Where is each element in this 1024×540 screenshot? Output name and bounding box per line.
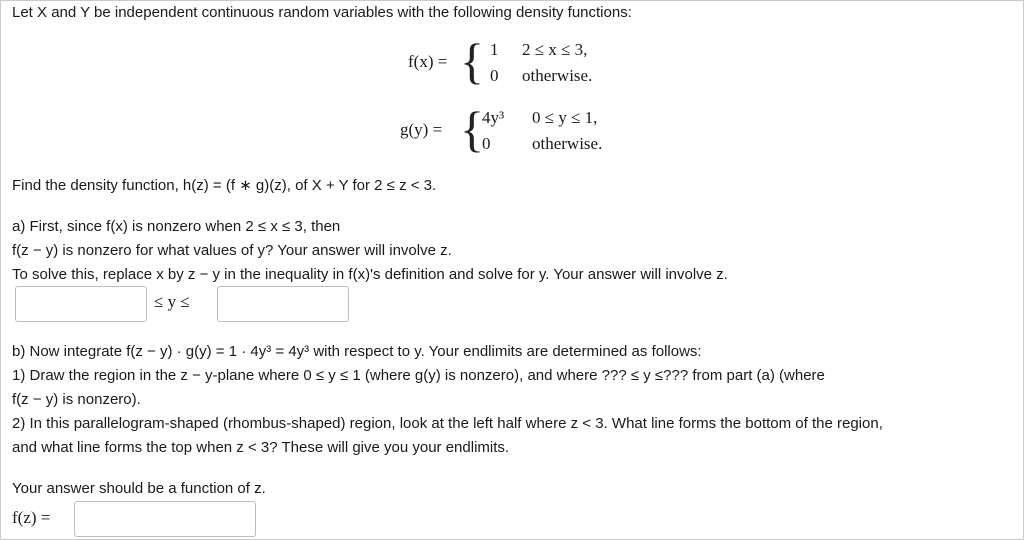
lower-bound-input[interactable] <box>15 286 147 322</box>
upper-bound-input[interactable] <box>217 286 349 322</box>
answer-label: f(z) = <box>12 508 51 527</box>
f-case2-value: 0 <box>490 66 499 85</box>
f-case1-value: 1 <box>490 40 499 59</box>
g-case2-value: 0 <box>482 134 491 153</box>
g-definition-lhs: g(y) = <box>400 120 443 139</box>
f-left-brace: { <box>460 33 484 89</box>
between-label: ≤ y ≤ <box>154 292 190 311</box>
f-case1-condition: 2 ≤ x ≤ 3, <box>522 40 588 59</box>
f-case2-condition: otherwise. <box>522 66 593 85</box>
part-a-line-3: To solve this, replace x by z − y in the inequality in f(x)'s definition and solve for y. Your answer will involve z. <box>12 266 728 283</box>
answer-input[interactable] <box>74 501 256 537</box>
g-case1-condition: 0 ≤ y ≤ 1, <box>532 108 598 127</box>
part-b-line-3: f(z − y) is nonzero). <box>12 391 141 408</box>
answer-prompt: Your answer should be a function of z. <box>12 480 266 497</box>
part-a-line-1: a) First, since f(x) is nonzero when 2 ≤ x ≤ 3, then <box>12 218 341 235</box>
task-text: Find the density function, h(z) = (f ∗ g)(z), of X + Y for 2 ≤ z < 3. <box>12 177 437 194</box>
part-b-line-4: 2) In this parallelogram-shaped (rhombus-shaped) region, look at the left half where z < 3. What line forms the bottom of the region, <box>12 415 883 432</box>
intro-text: Let X and Y be independent continuous random variables with the following density functions: <box>12 4 632 21</box>
part-a-line-2: f(z − y) is nonzero for what values of y? Your answer will involve z. <box>12 242 452 259</box>
part-b-line-1: b) Now integrate f(z − y) · g(y) = 1 · 4y³ = 4y³ with respect to y. Your endlimits are determined as follows: <box>12 343 702 360</box>
part-b-line-2: 1) Draw the region in the z − y-plane where 0 ≤ y ≤ 1 (where g(y) is nonzero), and where ??? ≤ y ≤??? from part (a) (where <box>12 367 825 384</box>
part-b-line-5: and what line forms the top when z < 3? These will give you your endlimits. <box>12 439 510 456</box>
g-case2-condition: otherwise. <box>532 134 603 153</box>
g-left-brace: { <box>460 101 484 157</box>
g-case1-value: 4y³ <box>482 108 505 127</box>
f-definition-lhs: f(x) = <box>408 52 448 71</box>
